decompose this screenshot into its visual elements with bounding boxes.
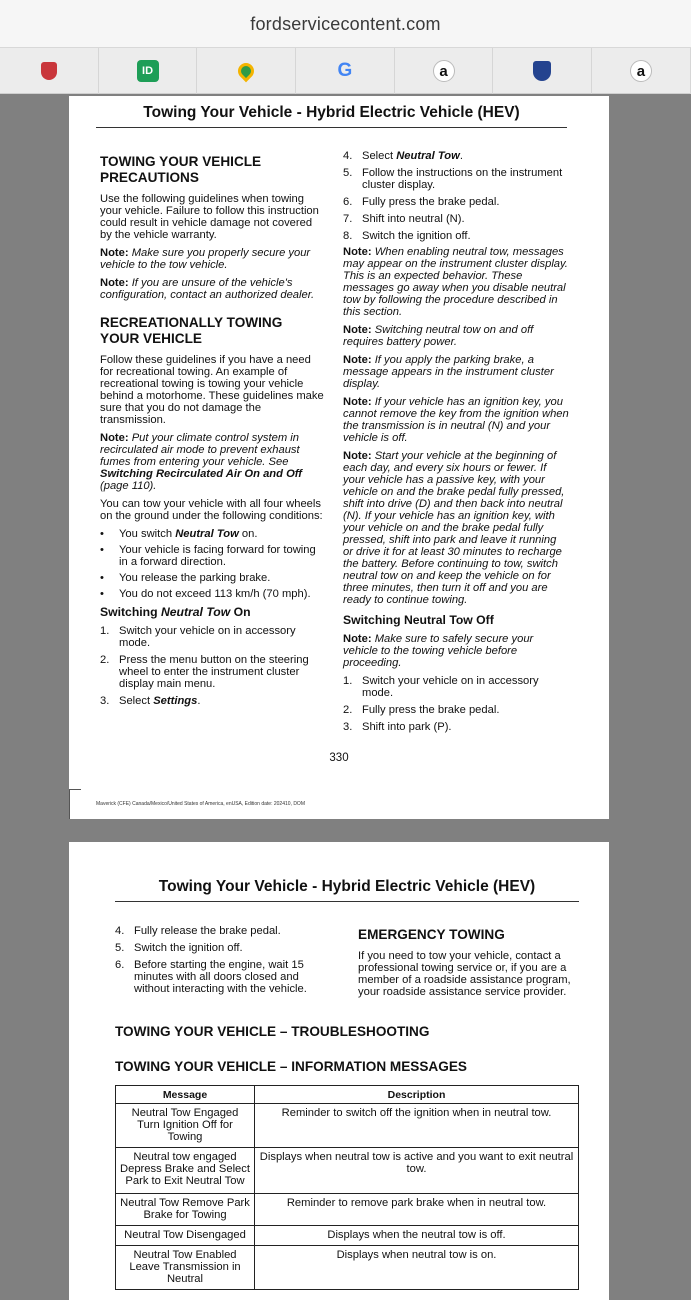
list-item: 3. Shift into park (P). (343, 721, 452, 733)
table-row (116, 1226, 579, 1246)
paragraph: Use the following guidelines when towing your vehicle. Failure to follow this instruction could result in vehicle damage not covered by the vehicle warranty. (100, 193, 319, 241)
page-header: Towing Your Vehicle - Hybrid Electric Vehicle (HEV) (115, 878, 579, 902)
pdf-page-331[interactable] (69, 842, 609, 1300)
crop-mark (69, 789, 81, 819)
right-column (358, 925, 580, 1004)
list-item: 2. Press the menu button on the steering wheel to enter the instrument cluster display main menu. (100, 654, 309, 690)
list-item: 5. Follow the instructions on the instrument cluster display. (343, 167, 563, 191)
note: Note: Start your vehicle at the beginning of each day, and every six hours or fewer. If your vehicle has a passive key, with your vehicle on and the brake pedal fully pressed, shift into drive (D) and then back into neutral (N). If your vehicle has an ignition key, with your vehicle on and the brake pedal fully pressed, shift into park and leave it running or drive it for at least 30 minutes to recharge the battery. Before continuing to tow, switch neutral tow on and keep the vehicle on for three minutes, then turn it off and you are ready to continue towing. (343, 450, 565, 606)
steps-list (115, 925, 329, 995)
heading-precautions: TOWING YOUR VEHICLE PRECAUTIONS (100, 154, 262, 185)
column-header-message: Message (116, 1086, 255, 1104)
link-recirculated-air[interactable]: Switching Recirculated Air On and Off (100, 468, 303, 480)
heading-switch-on: Switching Neutral Tow On (100, 605, 251, 619)
list-item: • Your vehicle is facing forward for towing in a forward direction. (100, 544, 316, 568)
page-footer: Maverick (CFE) Canada/Mexico/United States of America, enUSA, Edition date: 202410, DOM (96, 801, 305, 807)
paragraph: If you need to tow your vehicle, contact a professional towing service or, if you are a member of a roadside assistance program, your roadside assistance service provider. (358, 950, 571, 998)
bookmark-maps[interactable] (197, 48, 296, 94)
heading-information-messages: TOWING YOUR VEHICLE – INFORMATION MESSAGES (115, 1059, 467, 1074)
steps-list (343, 150, 569, 242)
table-row (116, 1104, 579, 1148)
list-item: 3. Select Settings. (100, 695, 201, 707)
note: Note: If you apply the parking brake, a message appears in the instrument cluster display. (343, 354, 554, 390)
right-column (343, 150, 569, 738)
table-row (116, 1246, 579, 1290)
url-text: fordservicecontent.com (250, 14, 441, 34)
cell-description: Displays when neutral tow is active and you want to exit neutral tow. (255, 1148, 579, 1194)
information-messages-table (115, 1085, 579, 1290)
page-header: Towing Your Vehicle - Hybrid Electric Vehicle (HEV) (96, 104, 567, 128)
list-item: • You switch Neutral Tow on. (100, 528, 258, 540)
paragraph: Follow these guidelines if you have a need for recreational towing. An example of recreational towing is towing your vehicle behind a motorhome. These guidelines make sure that you do not damage the transmission. (100, 354, 324, 426)
note: Note: If your vehicle has an ignition key, you cannot remove the key from the ignition when the transmission is in neutral (N) and your vehicle is off. (343, 396, 569, 444)
cell-message: Neutral Tow Remove Park Brake for Towing (116, 1194, 255, 1226)
bookmark-amazon[interactable] (395, 48, 494, 94)
heading-emergency-towing: EMERGENCY TOWING (358, 927, 505, 942)
list-item: 6. Before starting the engine, wait 15 minutes with all doors closed and without interacting with the vehicle. (115, 959, 307, 995)
conditions-list (100, 528, 324, 600)
maps-pin-icon (235, 60, 258, 83)
steps-on-list (100, 625, 324, 707)
bookmark-badge[interactable] (493, 48, 592, 94)
cell-description: Displays when neutral tow is on. (255, 1246, 579, 1290)
list-item: 2. Fully press the brake pedal. (343, 704, 500, 716)
table-row (116, 1148, 579, 1194)
shield-icon (41, 62, 57, 80)
heading-troubleshooting: TOWING YOUR VEHICLE – TROUBLESHOOTING (115, 1024, 430, 1039)
cell-message: Neutral Tow Engaged Turn Ignition Off for Towing (116, 1104, 255, 1148)
note: Note: Make sure you properly secure your vehicle to the tow vehicle. (100, 247, 311, 271)
left-column (115, 925, 329, 1000)
bookmarks-bar (0, 48, 691, 94)
bookmark-google[interactable] (296, 48, 395, 94)
left-column (100, 152, 324, 712)
note: Note: If you are unsure of the vehicle's configuration, contact an authorized dealer. (100, 277, 315, 301)
column-header-description: Description (255, 1086, 579, 1104)
steps-off-list (343, 675, 569, 733)
cell-message: Neutral Tow Enabled Leave Transmission in Neutral (116, 1246, 255, 1290)
cell-description: Reminder to remove park brake when in neutral tow. (255, 1194, 579, 1226)
cell-description: Reminder to switch off the ignition when in neutral tow. (255, 1104, 579, 1148)
amazon-icon: a (433, 60, 455, 82)
amazon-icon: a (630, 60, 652, 82)
heading-recreational: RECREATIONALLY TOWING YOUR VEHICLE (100, 315, 283, 346)
google-icon: G (337, 60, 353, 81)
address-bar[interactable] (0, 0, 691, 48)
list-item: 1. Switch your vehicle on in accessory mode. (100, 625, 296, 649)
list-item: 6. Fully press the brake pedal. (343, 196, 500, 208)
bookmark-shield[interactable] (0, 48, 99, 94)
page-number: 330 (329, 752, 349, 764)
badge-shield-icon (533, 61, 551, 81)
list-item: 1. Switch your vehicle on in accessory mode. (343, 675, 539, 699)
cell-message: Neutral tow engaged Depress Brake and Select Park to Exit Neutral Tow (116, 1148, 255, 1194)
list-item: 8. Switch the ignition off. (343, 230, 471, 242)
note: Note: Make sure to safely secure your vehicle to the towing vehicle before proceeding. (343, 633, 534, 669)
cell-message: Neutral Tow Disengaged (116, 1226, 255, 1246)
paragraph: You can tow your vehicle with all four wheels on the ground under the following conditions: (100, 498, 323, 522)
bookmark-amazon-2[interactable] (592, 48, 691, 94)
list-item: • You do not exceed 113 km/h (70 mph). (100, 588, 311, 600)
list-item: • You release the parking brake. (100, 572, 271, 584)
list-item: 4. Fully release the brake pedal. (115, 925, 281, 937)
pdf-page-330[interactable] (69, 96, 609, 819)
note: Note: Switching neutral tow on and off requires battery power. (343, 324, 534, 348)
id-icon: ID (137, 60, 159, 82)
note: Note: When enabling neutral tow, messages may appear on the instrument cluster display. This is an expected behavior. These messages go away when you disable neutral tow by following the procedure described in this section. (343, 246, 568, 318)
cell-description: Displays when the neutral tow is off. (255, 1226, 579, 1246)
table-row (116, 1194, 579, 1226)
list-item: 5. Switch the ignition off. (115, 942, 243, 954)
note: Note: Put your climate control system in recirculated air mode to prevent exhaust fumes from entering your vehicle. See Switching Recirculated Air On and Off (page 110). (100, 432, 303, 492)
bookmark-id[interactable] (99, 48, 198, 94)
table-header-row (116, 1086, 579, 1104)
list-item: 7. Shift into neutral (N). (343, 213, 465, 225)
heading-switch-off: Switching Neutral Tow Off (343, 613, 494, 627)
list-item: 4. Select Neutral Tow. (343, 150, 463, 162)
